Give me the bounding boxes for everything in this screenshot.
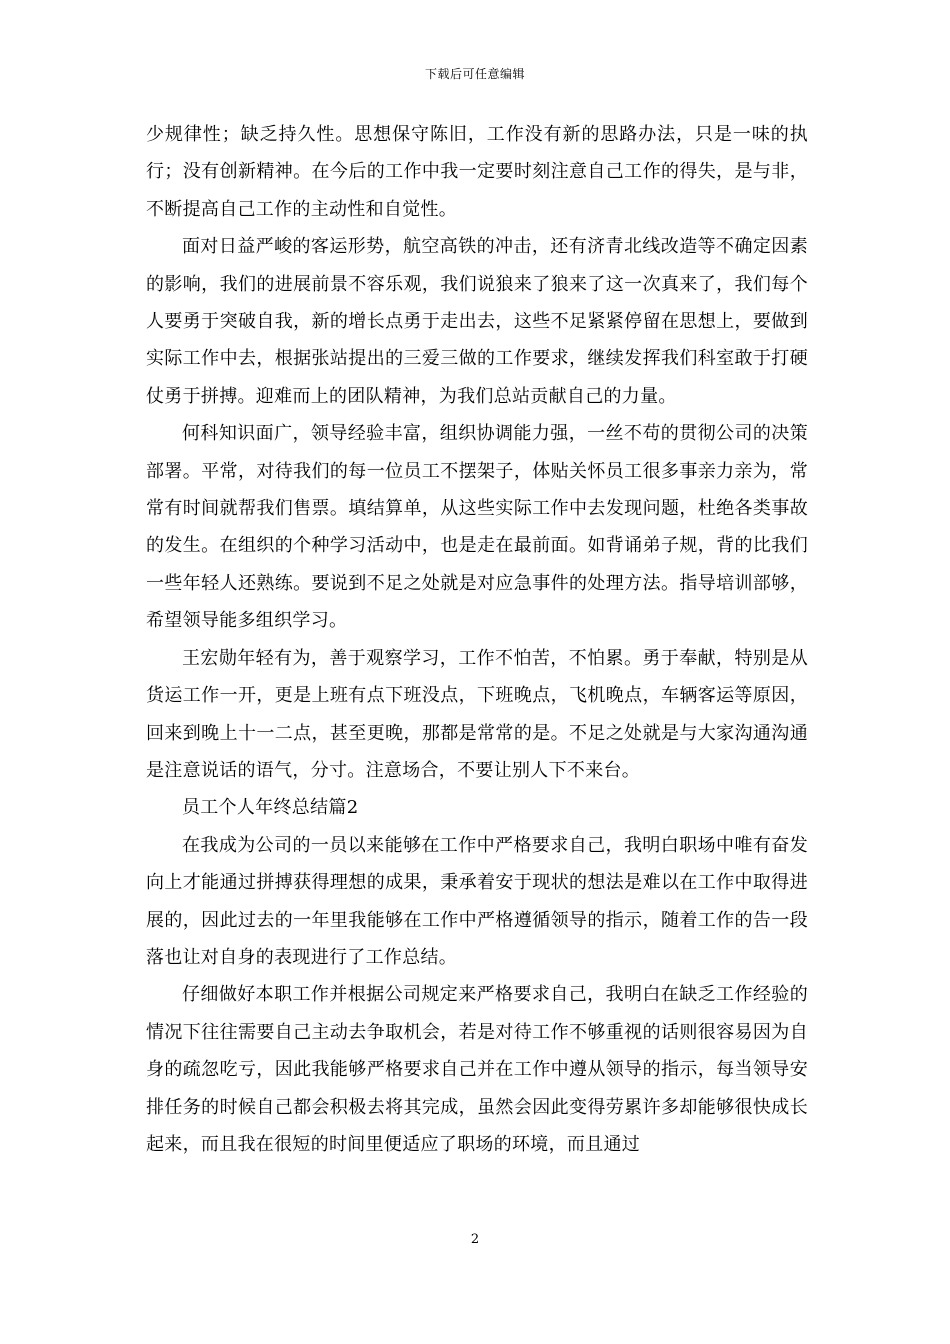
paragraph-duties: 仔细做好本职工作并根据公司规定来严格要求自己，我明白在缺乏工作经验的情况下往往需要自己主动去争取机会，若是对待工作不够重视的话则很容易因为自身的疏忽吃亏，因此我能够严格要求自己并在工作中遵从领导的指示，每当领导安排任务的时候自己都会积极去将其完成，虽然会因此变得劳累许多却能够很快成长起来，而且我在很短的时间里便适应了职场的环境，而且通过 [146, 984, 808, 1155]
document-body [146, 116, 808, 1163]
page-number: 2 [470, 1232, 480, 1247]
section-heading: 员工个人年终总结篇2 [182, 797, 359, 819]
paragraph-wang-hongxun: 王宏勋年轻有为，善于观察学习，工作不怕苦，不怕累。勇于奉献，特别是从货运工作一开，更是上班有点下班没点，下班晚点，飞机晚点，车辆客运等原因，回来到晚上十一二点，甚至更晚，那都是常常的是。不足之处就是与大家沟通沟通是注意说话的语气，分寸。注意场合，不要让别人下不来台。 [146, 647, 808, 781]
paragraph-he-ke: 何科知识面广，领导经验丰富，组织协调能力强，一丝不苟的贯彻公司的决策部署。平常，对待我们的每一位员工不摆架子，体贴关怀员工很多事亲力亲为，常常有时间就帮我们售票。填结算单，从这些实际工作中去发现问题，杜绝各类事故的发生。在组织的个种学习活动中，也是走在最前面。如背诵弟子规，背的比我们一些年轻人还熟练。要说到不足之处就是对应急事件的处理方法。指导培训部够，希望领导能多组织学习。 [146, 423, 808, 632]
paragraph-continued: 少规律性；缺乏持久性。思想保守陈旧，工作没有新的思路办法，只是一味的执行；没有创新精神。在今后的工作中我一定要时刻注意自己工作的得失，是与非，不断提高自己工作的主动性和自觉性。 [146, 124, 808, 220]
paragraph-intro-2: 在我成为公司的一员以来能够在工作中严格要求自己，我明白职场中唯有奋发向上才能通过拼搏获得理想的成果，秉承着安于现状的想法是难以在工作中取得进展的，因此过去的一年里我能够在工作中严格遵循领导的指示，随着工作的告一段落也让对自身的表现进行了工作总结。 [146, 834, 808, 968]
paragraph-outlook: 面对日益严峻的客运形势，航空高铁的冲击，还有济青北线改造等不确定因素的影响，我们的进展前景不容乐观，我们说狼来了狼来了这一次真来了，我们每个人要勇于突破自我，新的增长点勇于走出去，这些不足紧紧停留在思想上，要做到实际工作中去，根据张站提出的三爱三做的工作要求，继续发挥我们科室敢于打硬仗勇于拼搏。迎难而上的团队精神，为我们总站贡献自己的力量。 [146, 236, 808, 407]
page-header: 下载后可任意编辑 [424, 67, 525, 81]
